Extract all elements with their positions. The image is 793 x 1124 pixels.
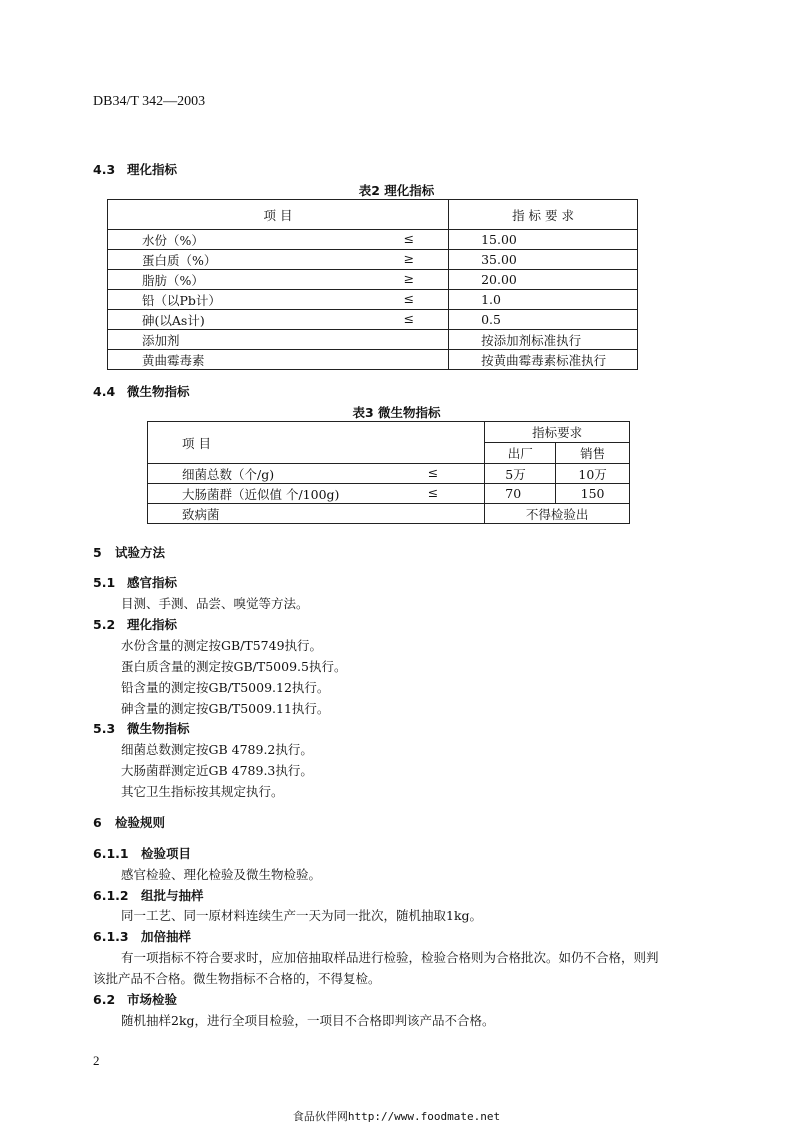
table3-head-sale: 销售: [556, 443, 630, 464]
table-row: [148, 484, 630, 504]
table2-header-row: [108, 200, 638, 230]
table3-header-row: [148, 422, 630, 443]
section-number: 5.3: [93, 721, 116, 736]
table-row-value: 0.5: [449, 310, 638, 330]
section-title: 检验项目: [141, 846, 192, 861]
table-row: [108, 230, 638, 250]
table-row-item: 大肠菌群（近似值 个/100g) ≤: [148, 484, 485, 504]
section-number: 6.1.3: [93, 929, 129, 944]
section-title: 微生物指标: [127, 384, 190, 399]
section-6-heading: [93, 813, 165, 831]
section-title: 加倍抽样: [141, 929, 192, 944]
paragraph-line: 大肠菌群测定近GB 4789.3执行。: [121, 763, 313, 778]
paragraph-line: 蛋白质含量的测定按GB/T5009.5执行。: [121, 659, 347, 674]
paragraph-line: 水份含量的测定按GB/T5749执行。: [121, 638, 323, 653]
table-row-factory: 5万: [485, 464, 556, 484]
section-title: 试验方法: [115, 545, 166, 560]
section-6-2-heading: [93, 990, 177, 1008]
table-row-item: 黄曲霉毒素: [108, 350, 449, 370]
section-title: 市场检验: [127, 992, 178, 1007]
table-row-value: 1.0: [449, 290, 638, 310]
section-number: 6.2: [93, 992, 116, 1007]
section-5-heading: [93, 543, 165, 561]
section-4-4-heading: [93, 382, 190, 400]
table3-caption: 表3 微生物指标: [352, 405, 441, 420]
table-row: [108, 250, 638, 270]
section-title: 检验规则: [115, 815, 166, 830]
section-number: 6: [93, 815, 102, 830]
table-row: [108, 330, 638, 350]
section-title: 感官指标: [127, 575, 178, 590]
table-row-item: 水份（%） ≤: [108, 230, 449, 250]
paragraph-line: 其它卫生指标按其规定执行。: [121, 784, 284, 799]
paragraph-line: 感官检验、理化检验及微生物检验。: [121, 867, 322, 882]
section-6-1-2-heading: [93, 886, 204, 904]
table3-head-requirement: 指标要求: [485, 422, 630, 443]
section-number: 5: [93, 545, 102, 560]
table-row: [148, 504, 630, 524]
table3-head-factory: 出厂: [485, 443, 556, 464]
section-5-1-heading: [93, 573, 177, 591]
section-number: 5.2: [93, 617, 116, 632]
section-number: 6.1.1: [93, 846, 129, 861]
paragraph-line: 砷含量的测定按GB/T5009.11执行。: [121, 701, 330, 716]
table2-head-requirement: 指 标 要 求: [449, 200, 638, 230]
section-number: 4.4: [93, 384, 116, 399]
table-row: [108, 290, 638, 310]
table-row-value: 15.00: [449, 230, 638, 250]
table-row-item: 致病菌: [148, 504, 485, 524]
table-row-value: 35.00: [449, 250, 638, 270]
section-title: 理化指标: [127, 162, 178, 177]
table-row-value: 按添加剂标准执行: [449, 330, 638, 350]
table2-caption: 表2 理化指标: [358, 183, 435, 198]
section-6-1-3-heading: [93, 927, 191, 945]
section-title: 组批与抽样: [141, 888, 204, 903]
paragraph-line: 随机抽样2kg，进行全项目检验，一项目不合格即判该产品不合格。: [121, 1013, 495, 1028]
table3-head-item: 项 目: [148, 422, 485, 464]
table-row-pathogen-value: 不得检验出: [485, 504, 630, 524]
paragraph-line: 铅含量的测定按GB/T5009.12执行。: [121, 680, 330, 695]
section-5-2-heading: [93, 615, 177, 633]
table-row-item: 细菌总数（个/g) ≤: [148, 464, 485, 484]
paragraph-line: 该批产品不合格。微生物指标不合格的，不得复检。: [93, 971, 381, 986]
table-row-item: 蛋白质（%） ≥: [108, 250, 449, 270]
page-number: 2: [93, 1053, 100, 1068]
section-6-1-1-heading: [93, 844, 191, 862]
paragraph-line: 目测、手测、品尝、嗅觉等方法。: [121, 596, 309, 611]
footer-site-link[interactable]: 食品伙伴网http://www.foodmate.net: [292, 1110, 501, 1123]
table-row-value: 按黄曲霉毒素标准执行: [449, 350, 638, 370]
section-4-3-heading: [93, 160, 177, 178]
paragraph-line: 同一工艺、同一原材料连续生产一天为同一批次，随机抽取1kg。: [121, 908, 483, 923]
section-number: 6.1.2: [93, 888, 129, 903]
paragraph-line: 有一项指标不符合要求时，应加倍抽取样品进行检验，检验合格则为合格批次。如仍不合格，则判: [121, 950, 659, 965]
table-row-item: 脂肪（%） ≥: [108, 270, 449, 290]
section-title: 理化指标: [127, 617, 178, 632]
table-row: [148, 464, 630, 484]
section-number: 4.3: [93, 162, 116, 177]
section-5-3-heading: [93, 719, 190, 737]
table2: [107, 199, 638, 370]
table3: [147, 421, 630, 524]
table-row-factory: 70: [485, 484, 556, 504]
table-row-item: 铅（以Pb计） ≤: [108, 290, 449, 310]
table2-head-item: 项 目: [108, 200, 449, 230]
section-number: 5.1: [93, 575, 116, 590]
table-row: [108, 310, 638, 330]
table-row-sale: 10万: [556, 464, 630, 484]
section-title: 微生物指标: [127, 721, 190, 736]
table-row-item: 添加剂: [108, 330, 449, 350]
paragraph-line: 细菌总数测定按GB 4789.2执行。: [121, 742, 313, 757]
table-row-value: 20.00: [449, 270, 638, 290]
table-row-item: 砷(以As计) ≤: [108, 310, 449, 330]
document-code: DB34/T 342—2003: [93, 94, 206, 109]
table-row: [108, 270, 638, 290]
table-row: [108, 350, 638, 370]
table-row-sale: 150: [556, 484, 630, 504]
